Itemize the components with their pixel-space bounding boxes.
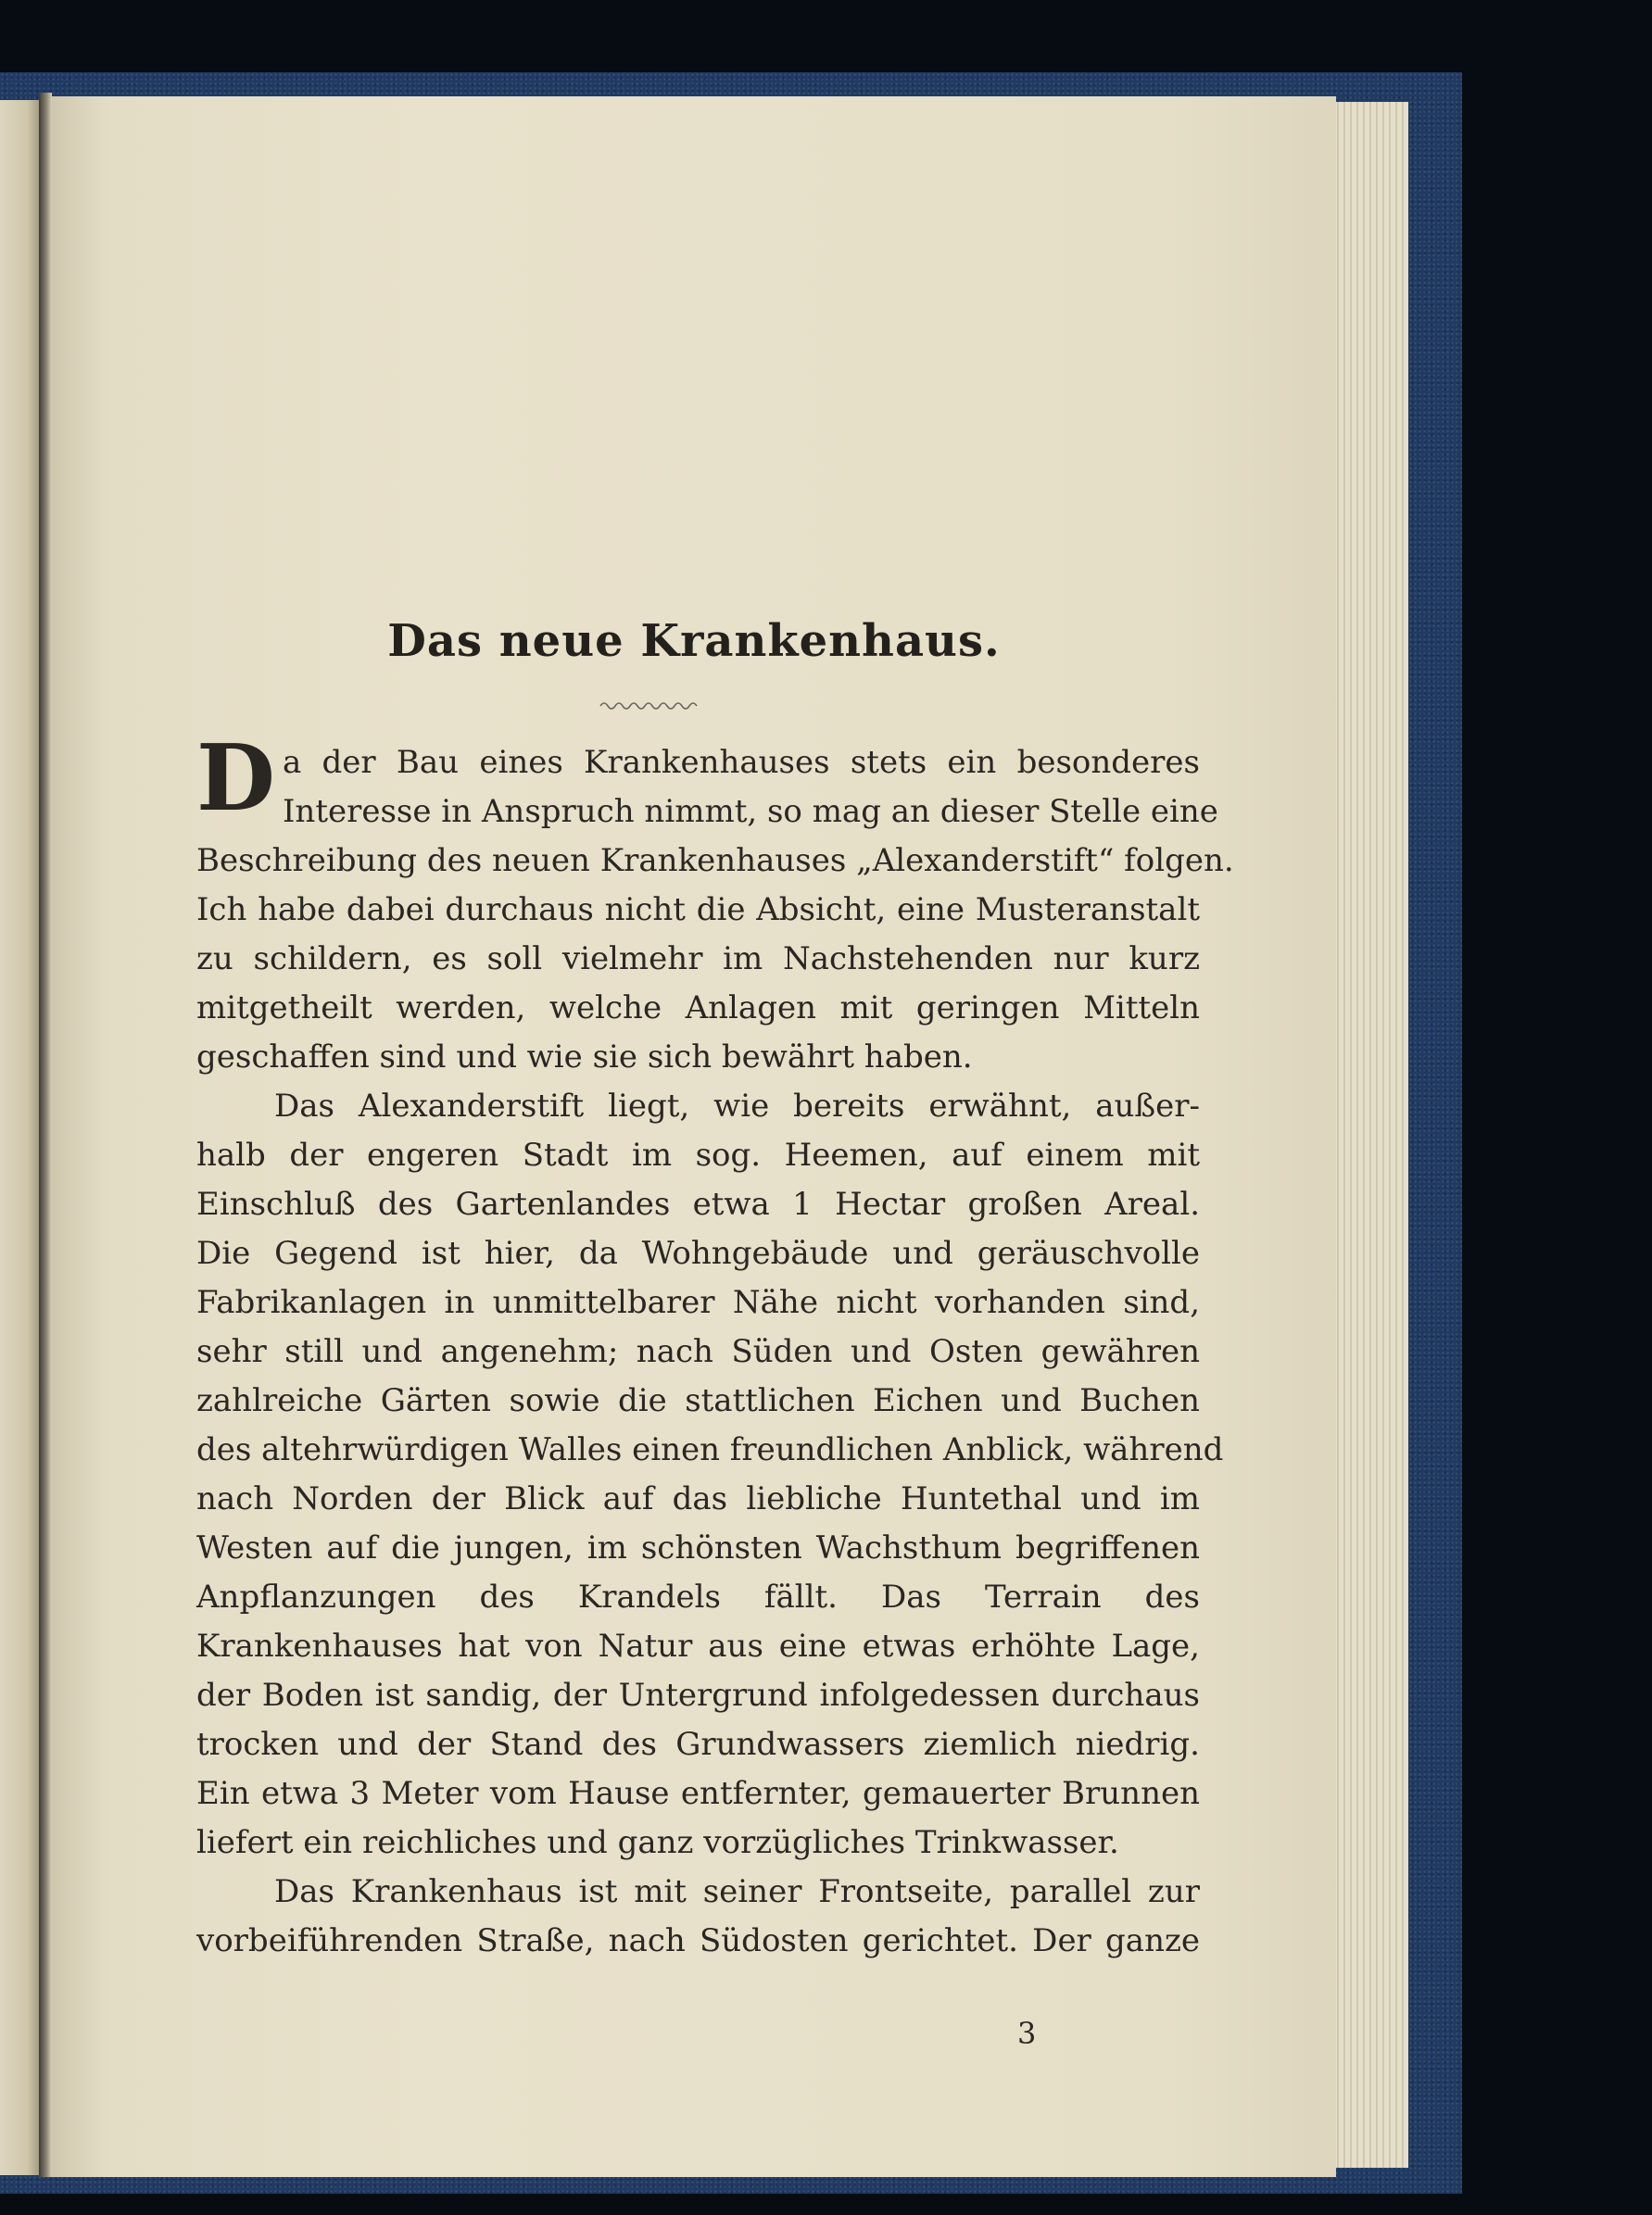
body-text [196, 725, 1234, 1966]
text-line: nach Norden der Blick auf das liebliche Huntethal und im [196, 1480, 1200, 1517]
text-line: zu schildern, es soll vielmehr im Nachstehenden nur kurz [196, 940, 1200, 977]
text-line: a der Bau eines Krankenhauses stets ein besonderes [282, 744, 1200, 781]
text-line: Ein etwa 3 Meter vom Hause entfernter, gemauerter Brunnen [196, 1775, 1200, 1812]
text-line: zahlreiche Gärten sowie die stattlichen Eichen und Buchen [196, 1382, 1200, 1419]
drop-cap: D [196, 725, 275, 832]
text-line: sehr still und angenehm; nach Süden und Osten gewähren [196, 1333, 1200, 1370]
chapter-title: Das neue Krankenhaus. [387, 615, 1001, 667]
text-line: Beschreibung des neuen Krankenhauses „Alexanderstift“ folgen. [196, 842, 1234, 879]
page-number: 3 [1017, 2016, 1037, 2051]
text-line: Westen auf die jungen, im schönsten Wachsthum begriffenen [196, 1529, 1200, 1567]
text-line: Krankenhauses hat von Natur aus eine etwas erhöhte Lage, [196, 1628, 1200, 1665]
text-line: Das Krankenhaus ist mit seiner Frontseite, parallel zur [274, 1873, 1200, 1910]
text-line: Anpflanzungen des Krandels fällt. Das Terrain des [196, 1579, 1200, 1616]
text-line: Interesse in Anspruch nimmt, so mag an dieser Stelle eine [282, 793, 1218, 830]
title-ornament [599, 698, 700, 711]
text-line: geschaffen sind und wie sie sich bewährt haben. [196, 1038, 973, 1076]
text-line: vorbeiführenden Straße, nach Südosten gerichtet. Der ganze [196, 1922, 1200, 1959]
text-line: des altehrwürdigen Walles einen freundlichen Anblick, während [196, 1431, 1224, 1468]
text-line: halb der engeren Stadt im sog. Heemen, auf einem mit [196, 1137, 1200, 1174]
text-line: Fabrikanlagen in unmittelbarer Nähe nicht vorhanden sind, [196, 1284, 1200, 1321]
text-line: trocken und der Stand des Grundwassers ziemlich niedrig. [196, 1726, 1200, 1763]
left-page-edge [0, 100, 39, 2175]
book-page [52, 96, 1336, 2177]
text-line: der Boden ist sandig, der Untergrund infolgedessen durchaus [196, 1677, 1200, 1714]
text-line: Das Alexanderstift liegt, wie bereits erwähnt, außer- [274, 1088, 1200, 1125]
text-line: Die Gegend ist hier, da Wohngebäude und geräuschvolle [196, 1235, 1200, 1272]
book-gutter [39, 93, 52, 2177]
text-line: mitgetheilt werden, welche Anlagen mit geringen Mitteln [196, 989, 1200, 1026]
text-line: Ich habe dabei durchaus nicht die Absicht, eine Musteranstalt [196, 891, 1200, 928]
text-line: liefert ein reichliches und ganz vorzügliches Trinkwasser. [196, 1824, 1119, 1861]
text-line: Einschluß des Gartenlandes etwa 1 Hectar großen Areal. [196, 1186, 1200, 1223]
page-edges [1332, 102, 1408, 2168]
